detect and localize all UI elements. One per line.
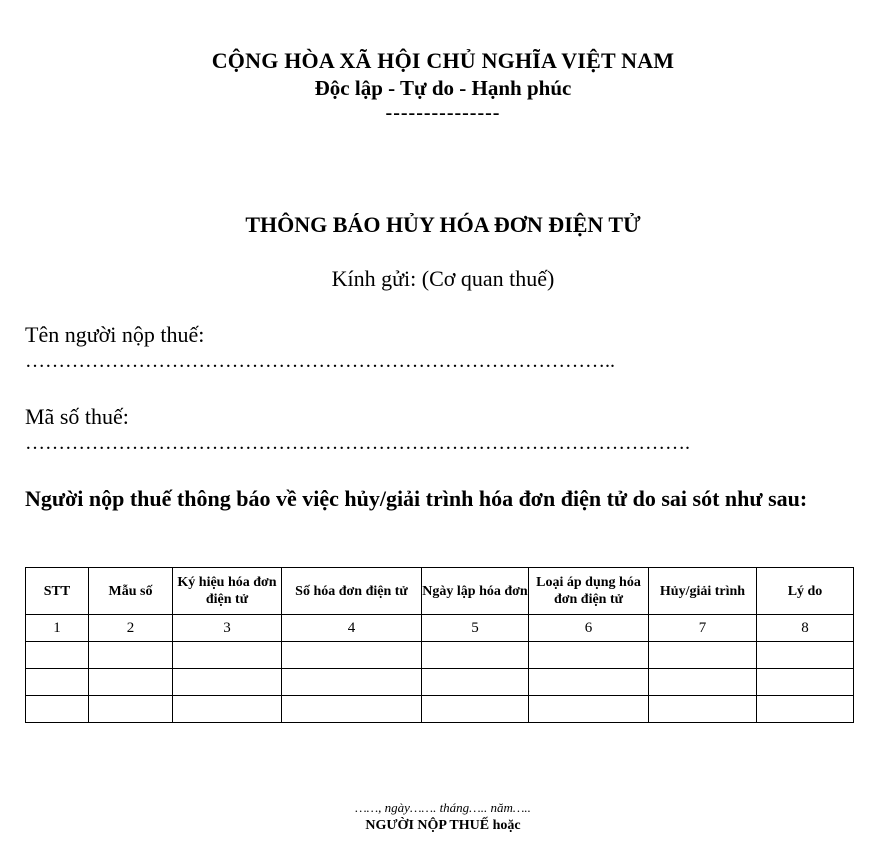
column-header-invoice-type: Loại áp dụng hóa đơn điện tử	[529, 568, 649, 615]
table-cell	[529, 696, 649, 723]
document-title: THÔNG BÁO HỦY HÓA ĐƠN ĐIỆN TỬ	[245, 212, 641, 237]
table-cell	[173, 642, 282, 669]
table-cell	[422, 642, 529, 669]
table-cell	[529, 669, 649, 696]
table-cell	[757, 669, 854, 696]
intro-statement: Người nộp thuế thông báo về việc hủy/giải trình hóa đơn điện tử do sai sót như sau:	[25, 486, 808, 511]
table-cell	[529, 642, 649, 669]
column-number: 7	[649, 615, 757, 642]
table-cell	[282, 642, 422, 669]
table-cell	[89, 642, 173, 669]
column-header-form-number: Mẫu số	[89, 568, 173, 615]
column-header-invoice-symbol: Ký hiệu hóa đơn điện tử	[173, 568, 282, 615]
table-cell	[26, 669, 89, 696]
table-row	[26, 696, 854, 723]
table-cell	[757, 696, 854, 723]
table-cell	[173, 669, 282, 696]
table-cell	[89, 669, 173, 696]
column-number: 1	[26, 615, 89, 642]
column-number: 5	[422, 615, 529, 642]
column-header-reason: Lý do	[757, 568, 854, 615]
table-cell	[173, 696, 282, 723]
table-cell	[422, 696, 529, 723]
national-title: CỘNG HÒA XÃ HỘI CHỦ NGHĨA VIỆT NAM	[211, 48, 675, 73]
table-cell	[649, 669, 757, 696]
signer-title: NGƯỜI NỘP THUẾ hoặc	[365, 818, 521, 833]
table-cell	[757, 642, 854, 669]
table-cell	[26, 696, 89, 723]
taxpayer-name-label: Tên người nộp thuế:	[25, 322, 205, 347]
column-number: 4	[282, 615, 422, 642]
table-cell	[649, 642, 757, 669]
table-row	[26, 669, 854, 696]
column-header-issue-date: Ngày lập hóa đơn	[422, 568, 529, 615]
recipient-line: Kính gửi: (Cơ quan thuế)	[331, 266, 555, 291]
column-number: 8	[757, 615, 854, 642]
header-separator: ---------------	[385, 102, 501, 124]
column-header-cancel-explain: Hủy/giải trình	[649, 568, 757, 615]
tax-code-label: Mã số thuế:	[25, 404, 129, 429]
column-number: 2	[89, 615, 173, 642]
taxpayer-name-field: ……………………………………………………………………………..	[25, 350, 615, 372]
table-cell	[282, 696, 422, 723]
table-cell	[422, 669, 529, 696]
table-cell	[89, 696, 173, 723]
table-header-row	[26, 568, 854, 615]
column-number: 6	[529, 615, 649, 642]
table-row	[26, 642, 854, 669]
tax-code-field: ……………………………………………………………………………………….	[25, 432, 690, 454]
column-header-stt: STT	[26, 568, 89, 615]
column-header-invoice-number: Số hóa đơn điện tử	[282, 568, 422, 615]
invoice-cancellation-table	[25, 567, 854, 723]
column-number: 3	[173, 615, 282, 642]
column-number-row	[26, 615, 854, 642]
national-motto: Độc lập - Tự do - Hạnh phúc	[314, 76, 572, 100]
date-line: ……, ngày……. tháng….. năm…..	[355, 800, 531, 815]
table-cell	[649, 696, 757, 723]
table-cell	[26, 642, 89, 669]
table-cell	[282, 669, 422, 696]
